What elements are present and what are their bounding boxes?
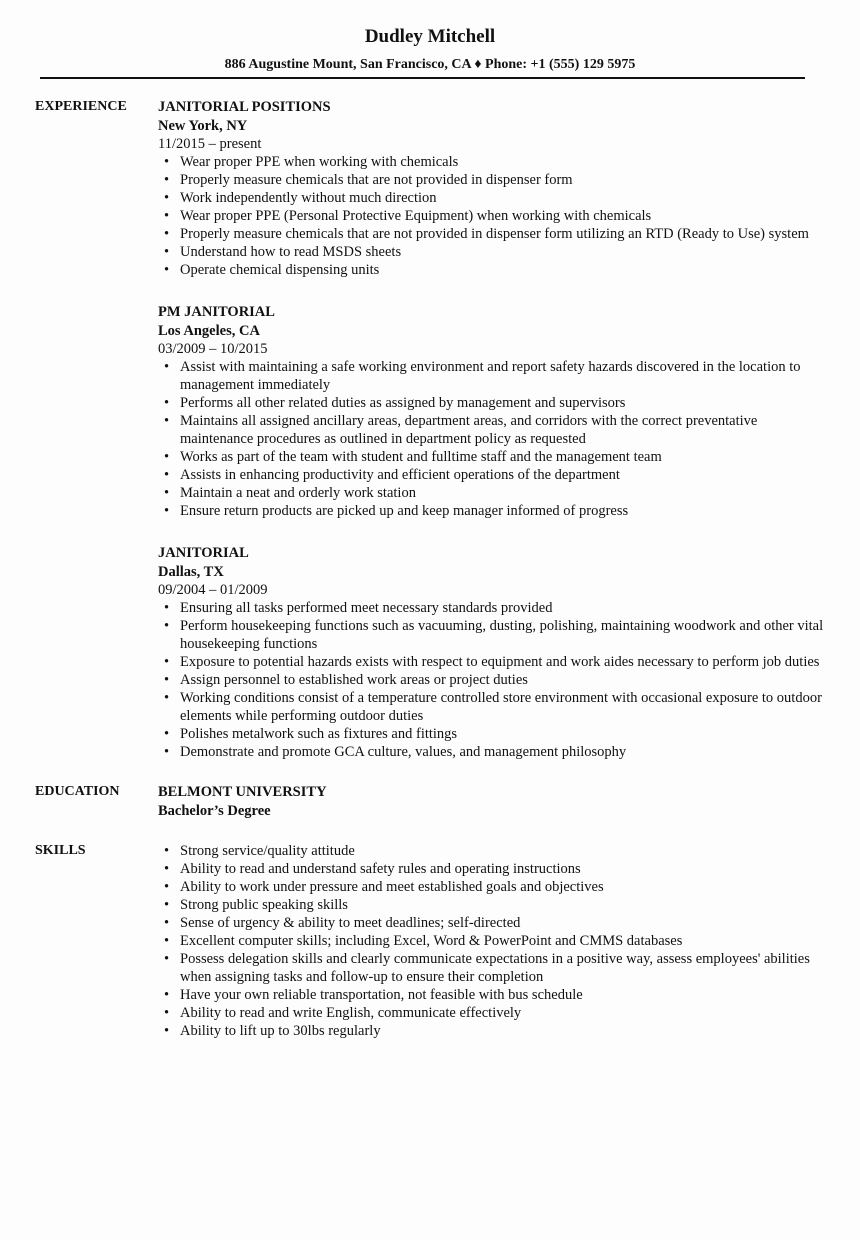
list-item: • Perform housekeeping functions such as vacuuming, dusting, polishing, maintaining woodwork and other vital housekeeping functions bbox=[158, 617, 825, 653]
section-education bbox=[35, 783, 825, 820]
list-item: • Working conditions consist of a temperature controlled store environment with occasional exposure to outdoor elements while performing outdoor duties bbox=[158, 689, 825, 725]
list-item: • Ability to read and understand safety rules and operating instructions bbox=[158, 860, 825, 878]
list-item: • Assign personnel to established work areas or project duties bbox=[158, 671, 825, 689]
bullet-list bbox=[158, 153, 825, 279]
resume-body bbox=[35, 98, 825, 1062]
list-item: • Wear proper PPE when working with chemicals bbox=[158, 153, 825, 171]
list-item: • Operate chemical dispensing units bbox=[158, 261, 825, 279]
entry bbox=[158, 98, 825, 279]
resume-header bbox=[0, 24, 860, 74]
entry bbox=[158, 303, 825, 520]
section-experience bbox=[35, 98, 825, 761]
entry-subtitle: Bachelor’s Degree bbox=[158, 803, 271, 819]
list-item: • Understand how to read MSDS sheets bbox=[158, 243, 825, 261]
list-item: • Work independently without much direction bbox=[158, 189, 825, 207]
bullet-list bbox=[158, 358, 825, 520]
list-item: • Demonstrate and promote GCA culture, values, and management philosophy bbox=[158, 743, 825, 761]
entry-subtitle: Los Angeles, CA bbox=[158, 323, 260, 339]
list-item: • Ensuring all tasks performed meet necessary standards provided bbox=[158, 599, 825, 617]
entry-subtitle: Dallas, TX bbox=[158, 564, 224, 580]
entry-subtitle: New York, NY bbox=[158, 118, 248, 134]
list-item: • Ability to lift up to 30lbs regularly bbox=[158, 1022, 825, 1040]
header-divider bbox=[40, 77, 805, 79]
list-item: • Strong service/quality attitude bbox=[158, 842, 825, 860]
candidate-name: Dudley Mitchell bbox=[364, 26, 496, 47]
list-item: • Maintains all assigned ancillary areas, department areas, and corridors with the correct preventative maintenance procedures as outlined in department policy as requested bbox=[158, 412, 825, 448]
entry-date: 09/2004 – 01/2009 bbox=[158, 582, 268, 598]
entry bbox=[158, 783, 825, 820]
entry-title: JANITORIAL POSITIONS bbox=[158, 99, 331, 115]
entry-title: PM JANITORIAL bbox=[158, 304, 275, 320]
list-item: • Properly measure chemicals that are not provided in dispenser form bbox=[158, 171, 825, 189]
list-item: • Excellent computer skills; including Excel, Word & PowerPoint and CMMS databases bbox=[158, 932, 825, 950]
list-item: • Wear proper PPE (Personal Protective Equipment) when working with chemicals bbox=[158, 207, 825, 225]
entry-date: 11/2015 – present bbox=[158, 136, 262, 152]
list-item: • Have your own reliable transportation, not feasible with bus schedule bbox=[158, 986, 825, 1004]
list-item: • Assists in enhancing productivity and efficient operations of the department bbox=[158, 466, 825, 484]
contact-line: 886 Augustine Mount, San Francisco, CA ♦ Phone: +1 (555) 129 5975 bbox=[224, 57, 636, 72]
list-item: • Sense of urgency & ability to meet deadlines; self-directed bbox=[158, 914, 825, 932]
list-item: • Performs all other related duties as assigned by management and supervisors bbox=[158, 394, 825, 412]
list-item: • Ensure return products are picked up and keep manager informed of progress bbox=[158, 502, 825, 520]
list-item: • Ability to read and write English, communicate effectively bbox=[158, 1004, 825, 1022]
list-item: • Assist with maintaining a safe working environment and report safety hazards discovered in the location to management immediately bbox=[158, 358, 825, 394]
list-item: • Maintain a neat and orderly work station bbox=[158, 484, 825, 502]
entry bbox=[158, 842, 825, 1040]
list-item: • Possess delegation skills and clearly communicate expectations in a positive way, assess employees' abilities when assigning tasks and follow-up to ensure their completion bbox=[158, 950, 825, 986]
entry-date: 03/2009 – 10/2015 bbox=[158, 341, 268, 357]
section-heading: SKILLS bbox=[35, 843, 86, 858]
list-item: • Polishes metalwork such as fixtures and fittings bbox=[158, 725, 825, 743]
section-skills bbox=[35, 842, 825, 1040]
entry-title: BELMONT UNIVERSITY bbox=[158, 784, 327, 800]
bullet-list bbox=[158, 842, 825, 1040]
section-heading: EXPERIENCE bbox=[35, 99, 127, 114]
list-item: • Properly measure chemicals that are not provided in dispenser form utilizing an RTD (Ready to Use) system bbox=[158, 225, 825, 243]
section-heading: EDUCATION bbox=[35, 784, 120, 799]
section-content bbox=[158, 842, 825, 1040]
entry bbox=[158, 544, 825, 761]
list-item: • Strong public speaking skills bbox=[158, 896, 825, 914]
list-item: • Exposure to potential hazards exists with respect to equipment and work aides necessary to perform job duties bbox=[158, 653, 825, 671]
list-item: • Works as part of the team with student and fulltime staff and the management team bbox=[158, 448, 825, 466]
list-item: • Ability to work under pressure and meet established goals and objectives bbox=[158, 878, 825, 896]
section-content bbox=[158, 783, 825, 820]
entry-title: JANITORIAL bbox=[158, 545, 249, 561]
section-content bbox=[158, 98, 825, 761]
bullet-list bbox=[158, 599, 825, 761]
